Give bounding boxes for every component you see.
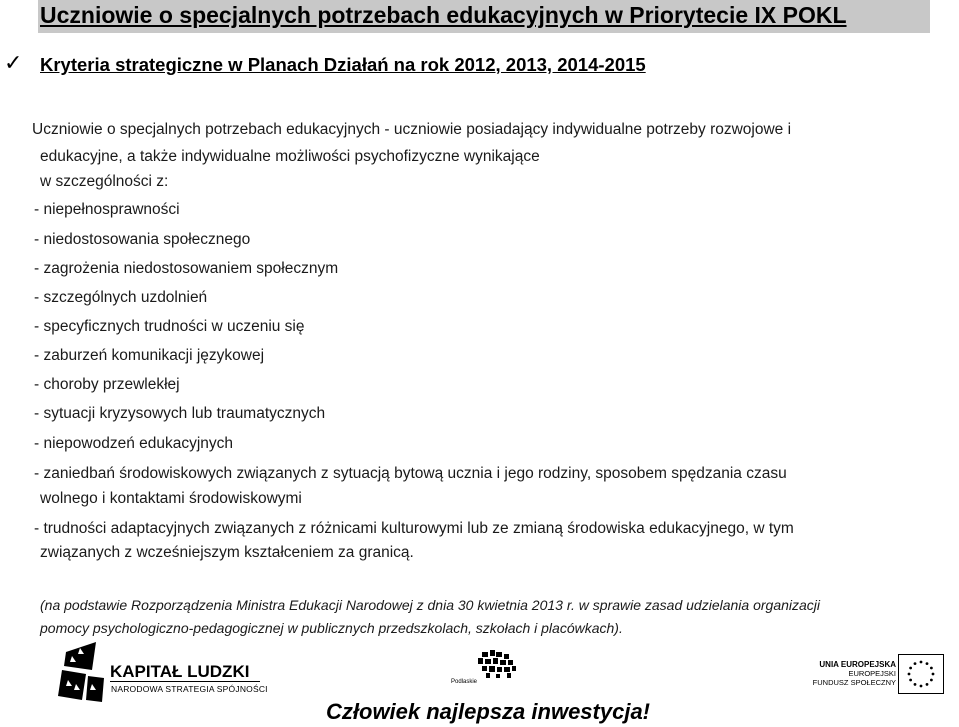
eu-star-icon [909,667,912,670]
eu-flag-icon [898,654,944,694]
intro-line-3: w szczególności z: [40,173,169,190]
eu-star-icon [920,661,923,664]
legal-note-line-1: (na podstawie Rozporządzenia Ministra Edukacji Narodowej z dnia 30 kwietnia 2013 r. w sprawie zasad udzielania organizacji [40,597,821,613]
list-item: - szczególnych uzdolnień [34,289,208,306]
page-title: Uczniowie o specjalnych potrzebach edukacyjnych w Priorytecie IX POKL [40,2,847,28]
kapital-ludzki-divider [110,681,260,682]
list-item: - niepowodzeń edukacyjnych [34,435,234,452]
intro-line-2: edukacyjne, a także indywidualne możliwości psychofizyczne wynikające [40,148,540,165]
list-item: - niepełnosprawności [34,201,180,218]
legal-note-line-2: pomocy psychologiczno-pedagogicznej w publicznych przedszkolach, szkołach i placówkach). [40,620,623,636]
eu-star-icon [908,673,911,676]
eu-star-icon [930,667,933,670]
list-item-adapt-line-1: - trudności adaptacyjnych związanych z różnicami kulturowymi lub ze zmianą środowiska edukacyjnego, w tym [34,520,794,537]
eu-fund-label [810,660,896,687]
eu-star-icon [926,683,929,686]
list-item: - specyficznych trudności w uczeniu się [34,318,305,335]
kapital-ludzki-title: KAPITAŁ LUDZKI [110,662,250,681]
kapital-ludzki-logo-icon [56,640,106,708]
section-subtitle: Kryteria strategiczne w Planach Działań na rok 2012, 2013, 2014-2015 [40,54,646,75]
intro-line-1: Uczniowie o specjalnych potrzebach edukacyjnych - uczniowie posiadający indywidualne potrzeby rozwojowe i [32,121,792,138]
eu-star-icon [914,683,917,686]
list-item: - zaburzeń komunikacji językowej [34,347,265,364]
kapital-ludzki-subtitle: NARODOWA STRATEGIA SPÓJNOŚCI [111,684,268,694]
eu-star-icon [932,673,935,676]
list-item-neglect-line-2: wolnego i kontaktami środowiskowymi [40,490,302,507]
eu-star-icon [926,662,929,665]
list-item: - choroby przewlekłej [34,376,180,393]
eu-label-line-2: EUROPEJSKI [848,669,896,678]
podlaskie-label: Podlaskie [451,679,478,685]
list-item: - niedostosowania społecznego [34,231,251,248]
eu-star-icon [920,685,923,688]
footer-slogan: Człowiek najlepsza inwestycja! [326,699,651,724]
list-item: - sytuacji kryzysowych lub traumatycznych [34,405,326,422]
eu-label-line-3: FUNDUSZ SPOŁECZNY [812,678,896,687]
eu-star-icon [930,679,933,682]
eu-star-icon [909,679,912,682]
eu-label-line-1: UNIA EUROPEJSKA [819,660,896,669]
checkmark-icon: ✓ [4,51,23,76]
list-item-neglect-line-1: - zaniedbań środowiskowych związanych z sytuacją bytową ucznia i jego rodziny, sposobem spędzania czasu [34,465,787,482]
eu-star-icon [914,662,917,665]
list-item: - zagrożenia niedostosowaniem społecznym [34,260,339,277]
list-item-adapt-line-2: związanych z wcześniejszym kształceniem za granicą. [40,544,414,561]
